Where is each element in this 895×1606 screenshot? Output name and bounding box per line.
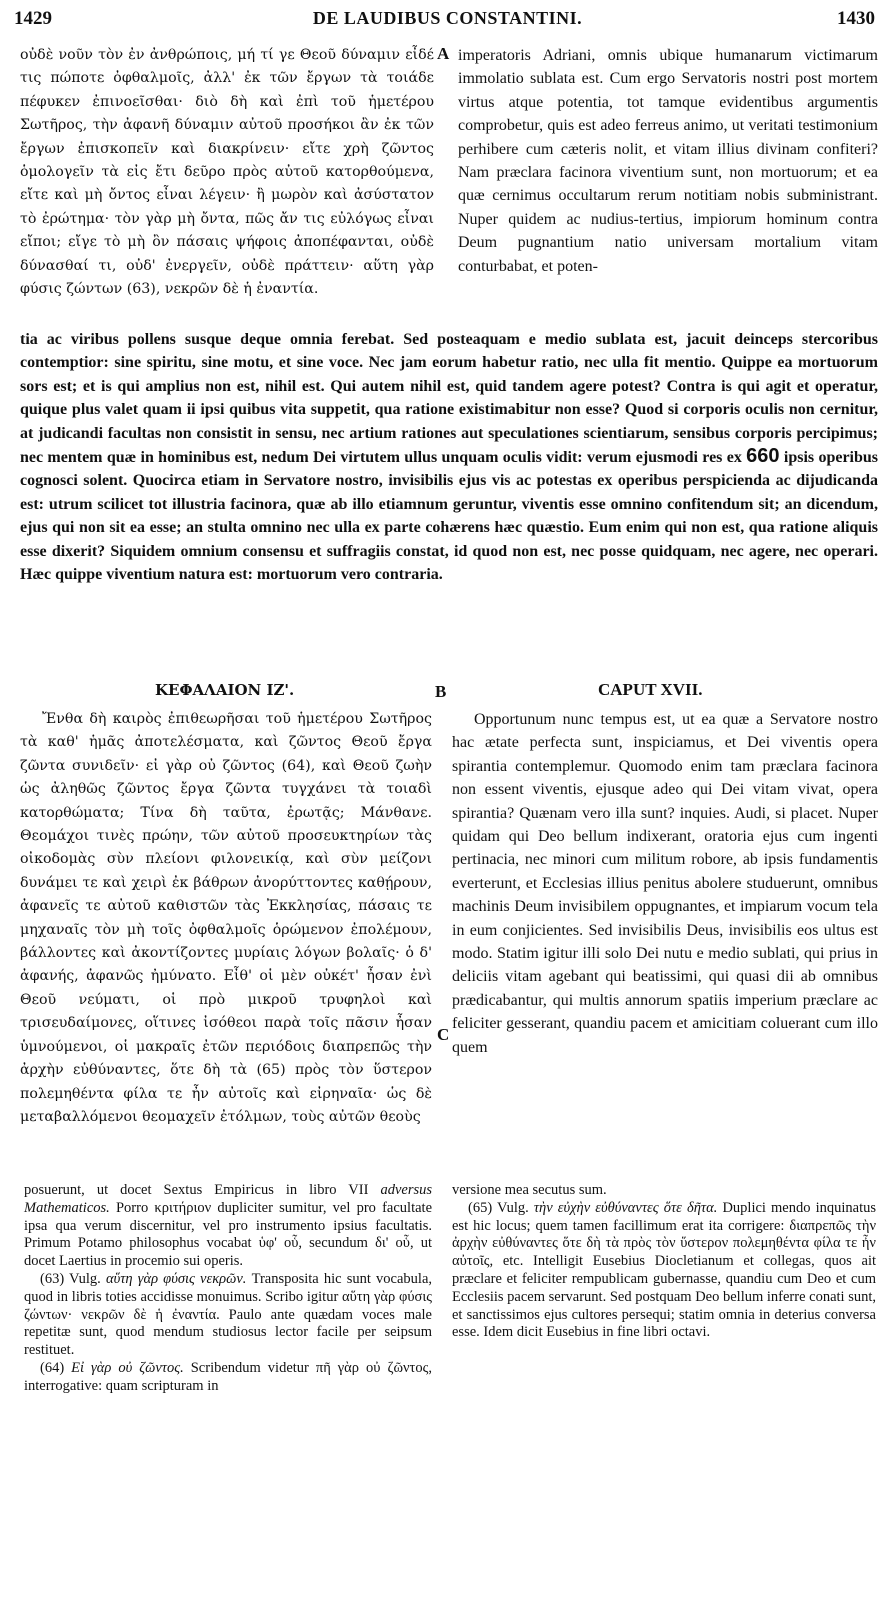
latin-chapter-text: Opportunum nunc tempus est, ut ea quæ a Servatore nostro hac ætate perfecta sunt, inspiciamus, et Dei viventis opera spirantia contemplemur. Quomodo enim tam præclara facinora non essent viventis, ejusque adeo qui Dei vitam vivat, opera spirantia? Quænam vero illa sunt? inquies. Audi, si placet. Nuper quidam qui Deo bellum indixerant, oratoria ejus cum ingenti pertinacia, nec minori cum militum robore, ab ipsis fundamentis everterunt, et Ecclesias illius penitus abolere studuerunt, omnibus machinis Deum invisibilem oppugnantes, et impiarum vocum tela in eum conjicientes. Sed invisibilis Deus, invisibilis eos ultus est modo. Statim igitur illi solo Dei nutu e medio sublati, qui prius in deliciis vitam agebant qui beatissimi, qui quasi dii ab omnibus prædicabantur, qui multis annorum spatiis imperium præclare ac feliciter gesserant, quandiu pacem et amicitiam coluerant cum illo quem: [452, 711, 878, 1056]
latin-paragraph-top: imperatoris Adriani, omnis ubique humanarum victimarum immolatio sublata est. Cum ergo Servatoris nostri post mortem virtus atque potentia, tot tamque evidentibus argumentis comprobetur, quis est adeo ferreus animo, ut veritati testimonium perhibere cum cæteris nolit, et vitam illius divinam confiteri? Nam præclara facinora viventium sunt, non mortuorum; et ea quæ cernimus occultarum rerum notitiam nobis subministrant. Nuper quidem ac nudius-tertius, impiorum hominum contra Deum pugnantium natio universam mortalium vitam conturbabat, et poten-: [458, 47, 878, 275]
latin-full-width: [20, 328, 878, 586]
latin-chapter-title: CAPUT XVII.: [598, 680, 703, 699]
greek-chapter-text: Ἔνθα δὴ καιρὸς ἐπιθεωρῆσαι τοῦ ἡμετέρου Σωτῆρος τὰ καθ' ἡμᾶς ἀποτελέσματα, καὶ ζῶντος Θεοῦ ἔργα ζῶντα συνιδεῖν· εἰ γὰρ οὐ ζῶντος (64), καὶ Θεοῦ ζωὴν ὡς ἀληθῶς ζῶντος ἔργα ζῶντα τυγχάνει τὰ τοιαδὶ κατορθώματα; Τίνα δὴ ταῦτα, ἐρωτᾷς; Μάνθανε. Θεομάχοι τινὲς πρώην, τῶν αὐτοῦ προσευκτηρίων τὰς οἰκοδομὰς σὺν πλείονι φιλονεικίᾳ, καὶ σὺν μείζονι δυνάμει τε καὶ χειρὶ ἐκ βάθρων ἀνορύττοντες καθῄρουν, ἀφανεῖς τε αὐτοῦ καθιστῶν τὰς Ἐκκλησίας, πάσαις τε μηχαναῖς τὸν μὴ τοῖς ὀφθαλμοῖς ὁρώμενον ἐπολέμουν, βάλλοντες καὶ ἀκοντίζοντες μυρίαις λόγων βολαῖς· ὁ δ' ἀφανής, ἀφανῶς ἠμύνατο. Εἶθ' οἱ μὲν οὐκέτ' ἦσαν ἐνὶ Θεοῦ νεύματι, οἱ πρὸ μικροῦ τρυφηλοὶ καὶ τρισευδαίμονες, οἵτινες ἰσόθεοι παρὰ τοῖς πᾶσιν ἦσαν ὑμνούμενοι, οἱ μακραῖς ἐτῶν περιόδοις διαπρεπῶς τὴν ἀρχὴν εὐθύναντες, ὅτε δὴ τὰ (65) πρὸς τὸν ὕστερον πολεμηθέντα φίλα τε ἦν αὐτοῖς καὶ εἰρηναῖα· ὡς δὲ μεταβαλλόμενοι θεομαχεῖν ἐτόλμων, τοὺς αὐτῶν θεοὺς: [20, 711, 432, 1125]
footnote-63: (63) Vulg. αὕτη γὰρ φύσις νεκρῶν. Transposita hic sunt vocabula, quod in libris toties accidisse monuimus. Scribo igitur αὕτη γὰρ φύσις ζώντων· νεκρῶν δὲ ἡ ἐναντία. Paulo ante quædam voces male repetitæ sunt, quod mendum studiosus lector facile per seipsum restituet.: [24, 1270, 433, 1359]
margin-letter-a: A: [437, 44, 450, 63]
latin-column-chapter: [452, 708, 878, 1059]
footnote-64: (64) Εἰ γὰρ οὐ ζῶντος. Scribendum videtur πῆ γὰρ οὐ ζῶντος, interrogative: quam scripturam in: [24, 1359, 432, 1394]
greek-column-top: [20, 44, 434, 301]
latin-column-top: [458, 44, 878, 278]
footnotes-left: [24, 1182, 432, 1396]
greek-chapter-title: ΚΕΦΑΛΑΙΟΝ ΙΖ'.: [155, 681, 295, 699]
footnote-65: (65) Vulg. τὴν εὐχὴν εὐθύναντες ὅτε δῆτα. Duplici mendo inquinatus est hic locus; quem tamen facillimum erat ita corrigere: διαπρεπῶς τὴν ἀρχὴν εὐθύναντες ὅτε δὴ τὰ πρὸς τὸν ὕστερον πολεμηθέντα φίλα τε ἦν αὐτοῖς, etc. Intelligit Eusebius Diocletianum et collegas, quos ait præclare et feliciter rempublicam gubernasse, quandiu cum Deo et cum Ecclesiis pacem servarunt. Sed postquam Deo bellum inferre conati sunt, et sanctissimos ejus cultores persequi; statim omnia in deterius conversa esse. Idem dicit Eusebius in fine libri octavi.: [452, 1199, 876, 1341]
margin-letter-b: B: [435, 682, 447, 701]
right-page-number: 1430: [837, 8, 875, 29]
left-page-number: 1429: [14, 8, 52, 29]
greek-paragraph-top: οὐδὲ νοῦν τὸν ἐν ἀνθρώποις, μή τί γε Θεοῦ δύναμιν εἶδέ τις πώποτε ὀφθαλμοῖς, ἀλλ' ἐκ τῶν ἔργων τὰ τοιάδε πέφυκεν ἐπινοεῖσθαι· διὸ δὴ καὶ ἐπὶ τοῦ ἡμετέρου Σωτῆρος, τὴν ἀφανῆ δύναμιν αὐτοῦ προσήκοι ἂν ἐκ τῶν ἔργων ἐπισκοπεῖν καὶ διακρίνειν· εἴτε χρὴ ζῶντος ὁμολογεῖν τὰ εἰς ἔτι δεῦρο πρὸς αὐτοῦ κατορθούμενα, εἴτε καὶ μὴ ὄντος εἶναι λέγειν· ἢ μωρὸν καὶ ἀσύστατον τὸ ἐρώτημα· τὸν γὰρ μὴ ὄντα, πῶς ἄν τις εὐλόγως εἶναι εἴποι; εἴγε τὸ μὴ ὂν πάσαις ψήφοις ἀποπέφανται, οὐδὲ δύνασθαί τι, οὐδ' ἐνεργεῖν, οὐδὲ πράττειν· αὕτη γὰρ φύσις ζώντων (63), νεκρῶν δὲ ἡ ἐναντία.: [20, 47, 434, 298]
column-number: 660: [746, 445, 780, 468]
latin-wide-part-b: ipsis operibus cognosci solent. Quocirca etiam in Servatore nostro, invisibilis ejus vis ac potestas ex operibus perspicienda ac dijudicanda est: utrum scilicet tot illustria facinora, quæ ab illo etiamnum geruntur, viventis esse omnino confitendum sit; an dicendum, ejus qui non sit ea esse; an stulta omnino nec ulla ex parte cohærens hæc quæstio. Eum enim qui non est, qua ratione aliquis esse dixerit? Siquidem omnium consensu et suffragiis constat, id quod non est, nec posse quidquam, nec agere, nec operari. Hæc quippe viventium natura est: mortuorum vero contraria.: [20, 449, 879, 584]
footnote-continuation: posuerunt, ut docet Sextus Empiricus in libro VII adversus Mathematicos. Porro κριτήριον dupliciter sumitur, vel pro facultate ipsa qua verum discernitur, vel pro instrumento ipsius facultatis. Primum Potamo philosophus vocabat ὑφ' οὗ, secundum δι' οὗ, ut docet Laertius in procemio sui operis.: [24, 1182, 433, 1270]
running-title: DE LAUDIBUS CONSTANTINI.: [312, 8, 583, 28]
greek-column-chapter: [20, 708, 432, 1129]
footnotes-right: [452, 1182, 876, 1342]
latin-wide-part-a: tia ac viribus pollens susque deque omnia ferebat. Sed posteaquam e medio sublata est, jacuit deinceps stercoribus contemptior: sine spiritu, sine motu, et sine voce. Nec jam eorum habetur ratio, nec ulla fit mentio. Quippe ea mortuorum sors est; et is qui amplius non est, nihil est. Qui autem nihil est, quid tandem agere potest? Contra is qui agit et operatur, quique plus valet quam ii ipsi quibus vita suppetit, qua ratione existimabitur non esse? Quod si corporis oculis non cernitur, at judicandi facultas non consistit in sensu, nec artium rationes aut speculationes scientiarum, sensibus corporis percipimus; nec mentem quæ in hominibus est, nedum Dei virtutem ullus unquam oculis vidit: verum ejusmodi res ex: [20, 331, 878, 467]
footnote-continuation-right: versione mea secutus sum.: [452, 1182, 607, 1198]
margin-letter-c: C: [437, 1025, 450, 1044]
